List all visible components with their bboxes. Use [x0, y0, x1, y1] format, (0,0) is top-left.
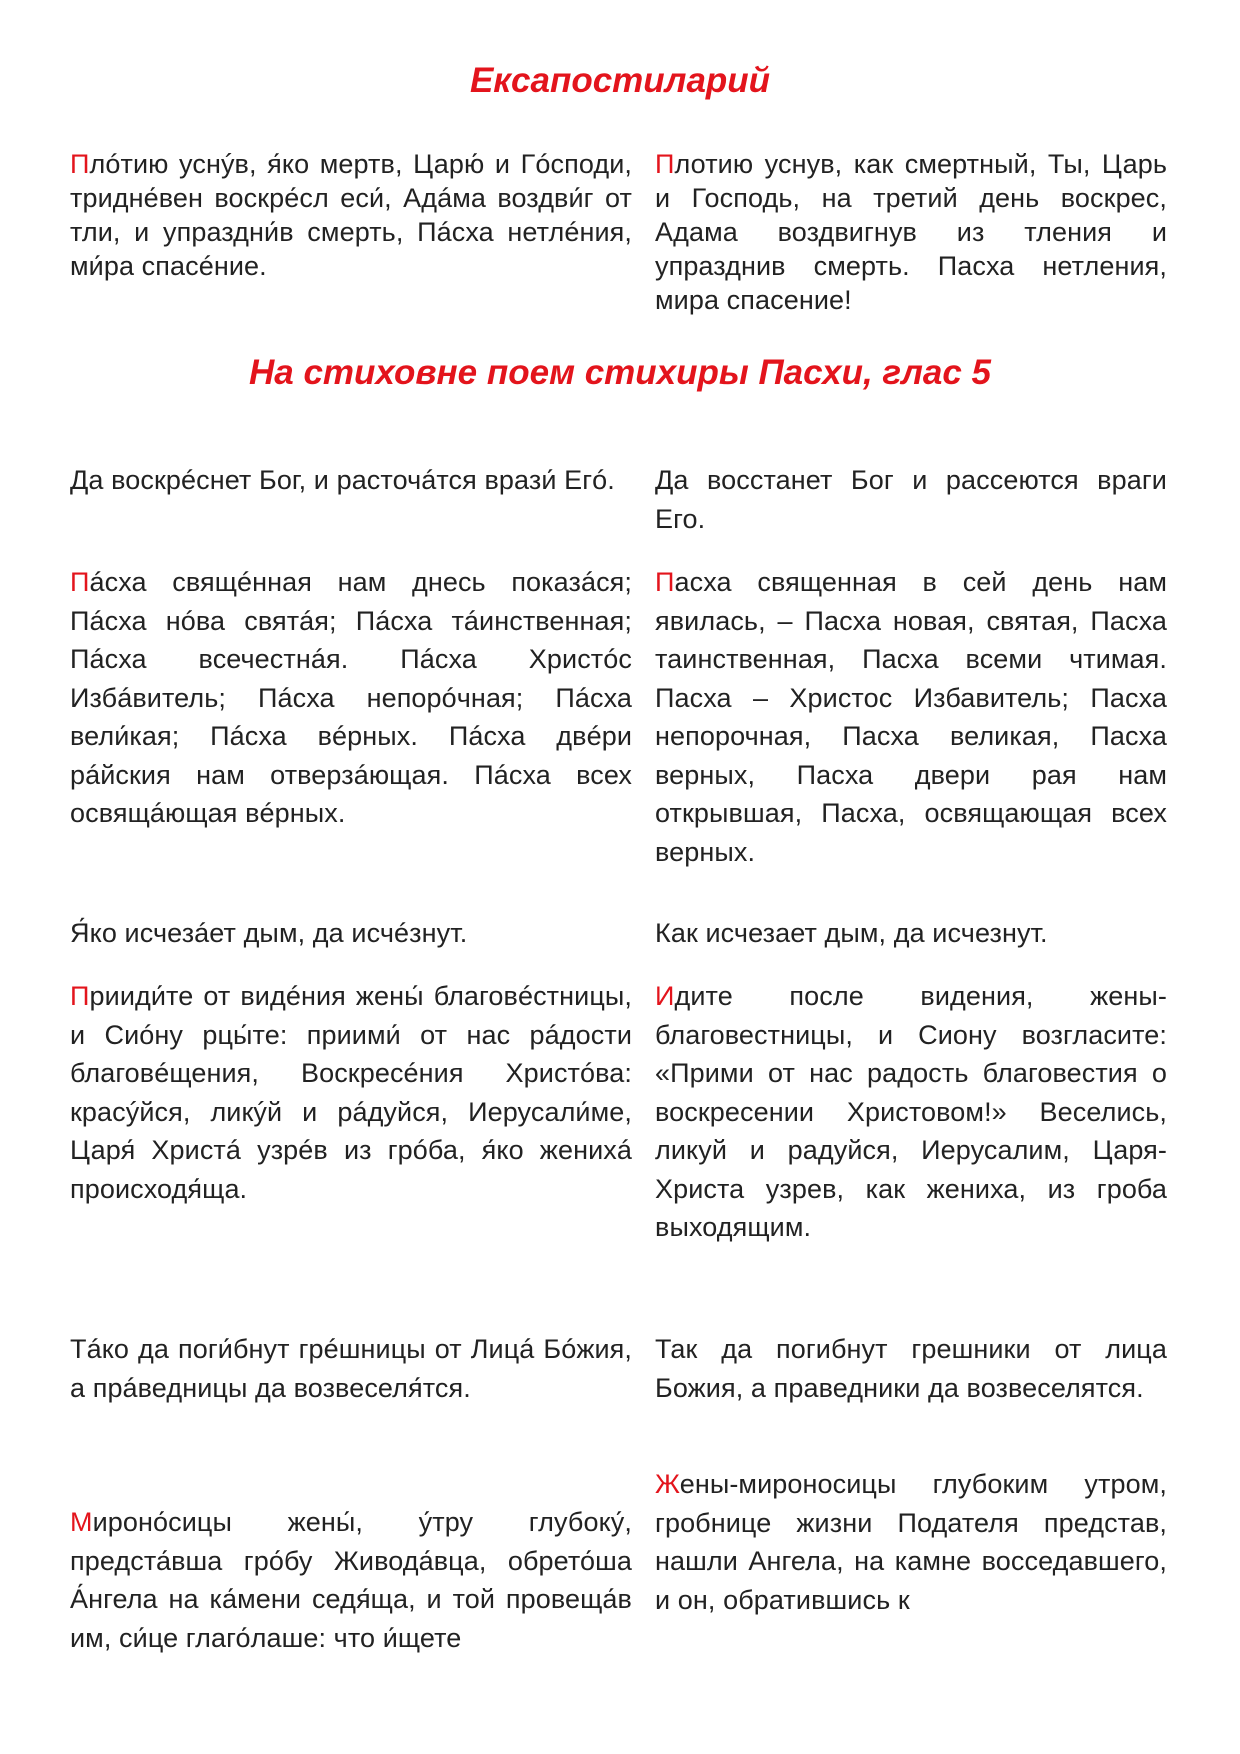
paragraph-text: дите после видения, жены-благовестницы, и Сиону возгласите: «Прими от нас радость благовестия о воскресении Христовом!» Веселись, ликуй и радуйся, Иерусалим, Царя-Христа узрев, как жениха, из гроба выходящим. — [655, 981, 1167, 1242]
russian-sticheron-2 — [655, 977, 1167, 1247]
red-initial: П — [70, 149, 90, 179]
paragraph-text: Я́ко исчезáет дым, да исчéзнут. — [70, 918, 468, 948]
red-initial: И — [655, 981, 675, 1011]
paragraph-text: асха священная в сей день нам явилась, – Пасха новая, святая, Пасха таинственная, Пасха всеми чтимая. Пасха – Христос Избавитель; Пасха непорочная, Пасха великая, Пасха верных, Пасха двери рая нам открывшая, Пасха, освящающая всех верных. — [655, 567, 1167, 867]
russian-sticheron-3 — [655, 1465, 1167, 1619]
russian-sticheron-1 — [655, 563, 1167, 871]
red-initial: М — [70, 1507, 93, 1537]
paragraph-text: ироно́сицы жены́, у́тру глубоку́, предста́вша гро́бу Живода́вца, обрето́ша А́нгела на ка́мени седя́ща, и той провеща́в им, си́це глаго́лаше: что и́щете — [70, 1507, 632, 1653]
red-initial: П — [655, 567, 675, 597]
slavonic-verse-1 — [70, 461, 632, 500]
section-heading-exapostilarion: Ексапостиларий — [469, 61, 771, 100]
slavonic-sticheron-2 — [70, 977, 632, 1208]
red-initial: П — [70, 981, 90, 1011]
russian-verse-2 — [655, 914, 1167, 953]
paragraph-text: лóтию уснý‌в, я́ко мертв, Царю́ и Гóсподи, тридне́вен воскре́сл еси́, Адáма воздви́г от тли, и упраздни́в смерть, Пáсха нетлéния, ми́ра спасéние. — [70, 149, 632, 281]
paragraph-text: рииди́те от видéния жены́ благовéстницы, и Сиóну рцы́те: приими́ от нас рáдости благовéщения, Воскресéния Христóва: красýйся, ликýй и рáдуйся, Иерусали́ме, Царя́ Христá узрéв из грóба, я́ко женихá происходя́ща. — [70, 981, 632, 1204]
section-heading-stichera: На стиховне поем стихиры Пасхи, глас 5 — [248, 353, 992, 392]
slavonic-sticheron-3 — [70, 1503, 632, 1657]
russian-verse-1 — [655, 461, 1167, 538]
paragraph-text: Да воскрéснет Бог, и расточáтся врази́ Егó. — [70, 465, 615, 495]
paragraph-text: Да восстанет Бог и рассеются враги Его. — [655, 465, 1167, 534]
slavonic-sticheron-1 — [70, 563, 632, 833]
paragraph-text: Тáко да поги́бнут грéшницы от Лицá Бóжия, а прáведницы да возвеселя́тся. — [70, 1334, 632, 1403]
paragraph-text: Так да погибнут грешники от лица Божия, а праведники да возвеселятся. — [655, 1334, 1167, 1403]
paragraph-text: ены-мироносицы глубоким утром, гробнице жизни Подателя представ, нашли Ангела, на камне восседавшего, и он, обратившись к — [655, 1469, 1167, 1615]
slavonic-verse-3 — [70, 1330, 632, 1407]
red-initial: П — [70, 567, 90, 597]
slavonic-verse-2 — [70, 914, 632, 953]
paragraph-text: áсха свящéнная нам днесь показáся; Пáсха нóва святáя; Пáсха тáинственная; Пáсха всечестнáя. Пáсха Христóс Избáвитель; Пáсха непорóчная; Пáсха вели́кая; Пáсха вéрных. Пáсха двéри рáйския нам отверзáющая. Пáсха всех освящáющая вéрных. — [70, 567, 632, 828]
paragraph-text: лотию уснув, как смертный, Ты, Царь и Господь, на третий день воскрес, Адама воздвигнув из тления и упразднив смерть. Пасха нетления, мира спасение! — [655, 149, 1167, 315]
slavonic-text-exapostilarion — [70, 147, 632, 283]
russian-text-exapostilarion — [655, 147, 1167, 317]
red-initial: П — [655, 149, 675, 179]
red-initial: Ж — [655, 1469, 680, 1499]
paragraph-text: Как исчезает дым, да исчезнут. — [655, 918, 1048, 948]
russian-verse-3 — [655, 1330, 1167, 1407]
